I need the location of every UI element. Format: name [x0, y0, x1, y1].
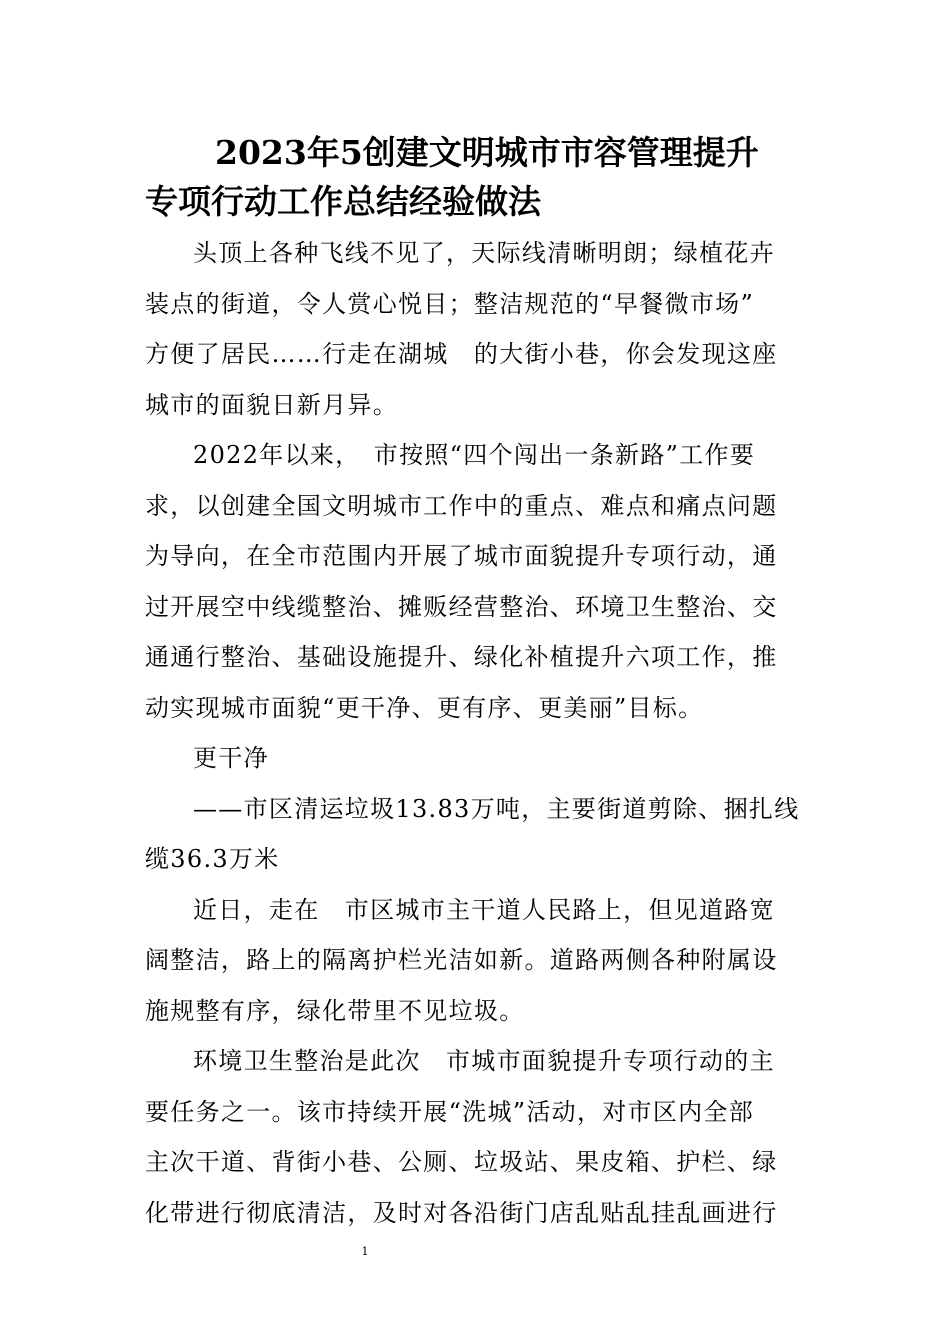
text-line: 阔整洁，路上的隔离护栏光洁如新。道路两侧各种附属设 [145, 946, 778, 974]
page-number: 1 [361, 1245, 369, 1258]
paragraph [145, 885, 810, 1037]
text-line: 方便了居民……行走在湖城 的大街小巷，你会发现这座 [145, 340, 778, 368]
document-body [145, 228, 810, 1238]
text-line: 化带进行彻底清洁，及时对各沿街门店乱贴乱挂乱画进行 [145, 1198, 778, 1227]
text-line: 环境卫生整治是此次 市城市面貌提升专项行动的主 [193, 1047, 775, 1075]
text-line: ——市区清运垃圾13.83万吨，主要街道剪除、捆扎线 [193, 794, 800, 823]
paragraph [145, 228, 810, 430]
paragraph [145, 733, 810, 784]
text-line: 近日，走在 市区城市主干道人民路上，但见道路宽 [193, 895, 775, 924]
text-line: 主次干道、背街小巷、公厕、垃圾站、果皮箱、护栏、绿 [145, 1148, 778, 1176]
text-line: 施规整有序，绿化带里不见垃圾。 [145, 996, 525, 1025]
text-line: 更干净 [193, 744, 269, 772]
paragraph [145, 430, 810, 733]
text-line: 2022年以来， 市按照“四个闯出一条新路”工作要 [193, 441, 756, 469]
text-line: 要任务之一。该市持续开展“洗城”活动，对市区内全部 [145, 1097, 755, 1126]
text-line: 动实现城市面貌“更干净、更有序、更美丽”目标。 [145, 693, 704, 722]
text-line: 求，以创建全国文明城市工作中的重点、难点和痛点问题 [145, 491, 778, 520]
paragraph [145, 784, 810, 885]
paragraph [145, 1036, 810, 1238]
text-line: 缆36.3万米 [145, 845, 280, 873]
text-line: 装点的街道，令人赏心悦目；整洁规范的“早餐微市场” [145, 289, 755, 318]
document-title [145, 128, 810, 226]
text-line: 通通行整治、基础设施提升、绿化补植提升六项工作，推 [145, 643, 778, 671]
text-line: 头顶上各种飞线不见了，天际线清晰明朗；绿植花卉 [193, 239, 775, 267]
title-line-2: 专项行动工作总结经验做法 [145, 182, 541, 221]
text-line: 城市的面貌日新月异。 [145, 390, 398, 419]
text-line: 过开展空中线缆整治、摊贩经营整治、环境卫生整治、交 [145, 592, 778, 621]
title-line-1: 2023年5创建文明城市市容管理提升 [215, 133, 759, 172]
text-line: 为导向，在全市范围内开展了城市面貌提升专项行动，通 [145, 542, 778, 570]
